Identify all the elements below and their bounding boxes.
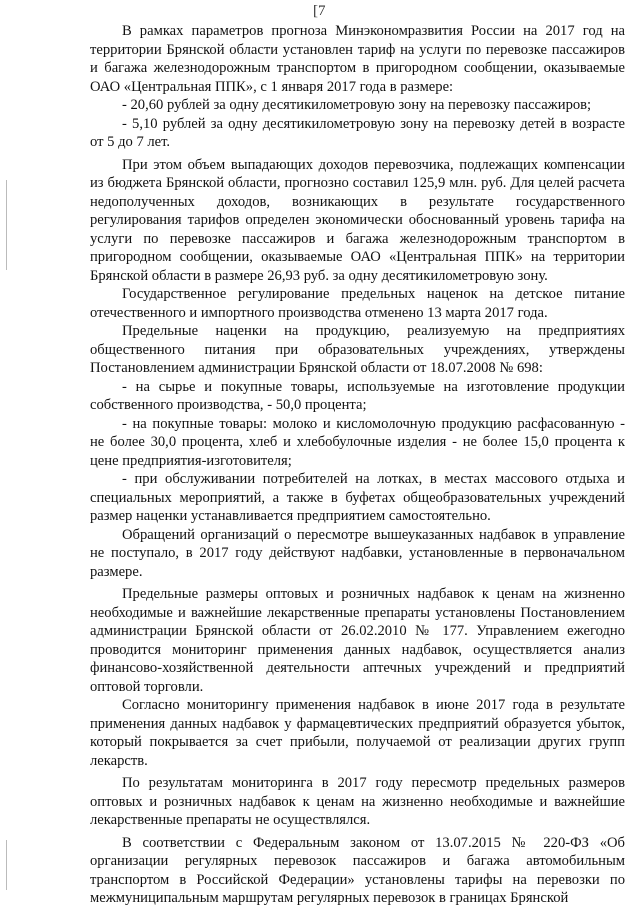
list-item-passenger-tariff: - 20,60 рублей за одну десятикилометровую зону на перевозку пассажиров; <box>122 97 592 113</box>
page-number: [7 <box>313 3 326 19</box>
document-body <box>90 22 625 908</box>
paragraph-lost-revenue: При этом объем выпадающих доходов перевозчика, подлежащих компенсации из бюджета Брянской области, прогнозно составил 125,9 млн. руб. Для целей расчета недополученных доходов, возникающих в результате государственного регулирования тарифов определен экономически обоснованный уровень тарифа на услуги по перевозке пассажиров и багажа железнодорожным транспортом в пригородном сообщении, оказываемые ОАО «Центральная ППК» на территории Брянской области в размере 26,93 руб. за одну десятикилометровую зону. <box>90 156 625 284</box>
paragraph-monitoring-results: По результатам мониторинга в 2017 году пересмотр предельных размеров оптовых и розничных надбавок к ценам на жизненно необходимые и важнейшие лекарственные препараты не осуществлялся. <box>90 775 625 828</box>
paragraph-catering-markup: Предельные наценки на продукцию, реализуемую на предприятиях общественного питания при образовательных учреждениях, утверждены Постановлением администрации Брянской области от 18.07.2008 № 698: <box>90 323 625 376</box>
list-item-purchased-goods: - на покупные товары: молоко и кисломолочную продукцию расфасованную - не более 30,0 процента, хлеб и хлебобулочные изделия - не более 15,0 процента к цене предприятия-изготовителя; <box>90 415 625 469</box>
paragraph-federal-law: В соответствии с Федеральным законом от 13.07.2015 № 220-ФЗ «Об организации регулярных перевозок пассажиров и багажа автомобильным транспортом в Российской Федерации» установлены тарифы на перевозки по межмуниципальным маршрутам регулярных перевозок в границах Брянской <box>90 834 625 906</box>
paragraph-monitoring-june: Согласно мониторингу применения надбавок в июне 2017 года в результате применения данных надбавок у фармацевтических предприятий образуется убыток, который покрывается за счет прибыли, получаемой от реализации других групп лекарств. <box>90 697 625 769</box>
list-item-raw-materials: - на сырье и покупные товары, используемые на изготовление продукции собственного производства, - 50,0 процента; <box>90 378 625 413</box>
list-item-stalls: - при обслуживании потребителей на лотках, в местах массового отдыха и специальных мероприятий, а также в буфетах общеобразовательных учреждений размер наценки устанавливается предприятием самостоятельно. <box>90 471 625 524</box>
list-item-child-tariff: - 5,10 рублей за одну десятикилометровую зону на перевозку детей в возрасте от 5 до 7 лет. <box>90 115 625 150</box>
scan-edge-mark <box>6 840 7 890</box>
paragraph-baby-food-markup: Государственное регулирование предельных наценок на детское питание отечественного и импортного производства отменено 13 марта 2017 года. <box>90 286 625 321</box>
paragraph-drug-markups: Предельные размеры оптовых и розничных надбавок к ценам на жизненно необходимые и важнейшие лекарственные препараты установлены Постановлением администрации Брянской области от 26.02.2010 № 177. Управлением ежегодно проводится мониторинг применения данных надбавок, осуществляется анализ финансово-хозяйственной деятельности аптечных учреждений и предприятий оптовой торговли. <box>90 586 625 695</box>
scan-edge-mark <box>6 180 7 270</box>
paragraph-tariff-intro: В рамках параметров прогноза Минэкономразвития России на 2017 год на территории Брянской области установлен тариф на услуги по перевозке пассажиров и багажа железнодорожным транспортом в пригородном сообщении, оказываемые ОАО «Центральная ППК», с 1 января 2017 года в размере: <box>90 23 625 95</box>
paragraph-no-appeals: Обращений организаций о пересмотре вышеуказанных надбавок в управление не поступало, в 2017 году действуют надбавки, установленные в первоначальном размере. <box>90 526 625 580</box>
